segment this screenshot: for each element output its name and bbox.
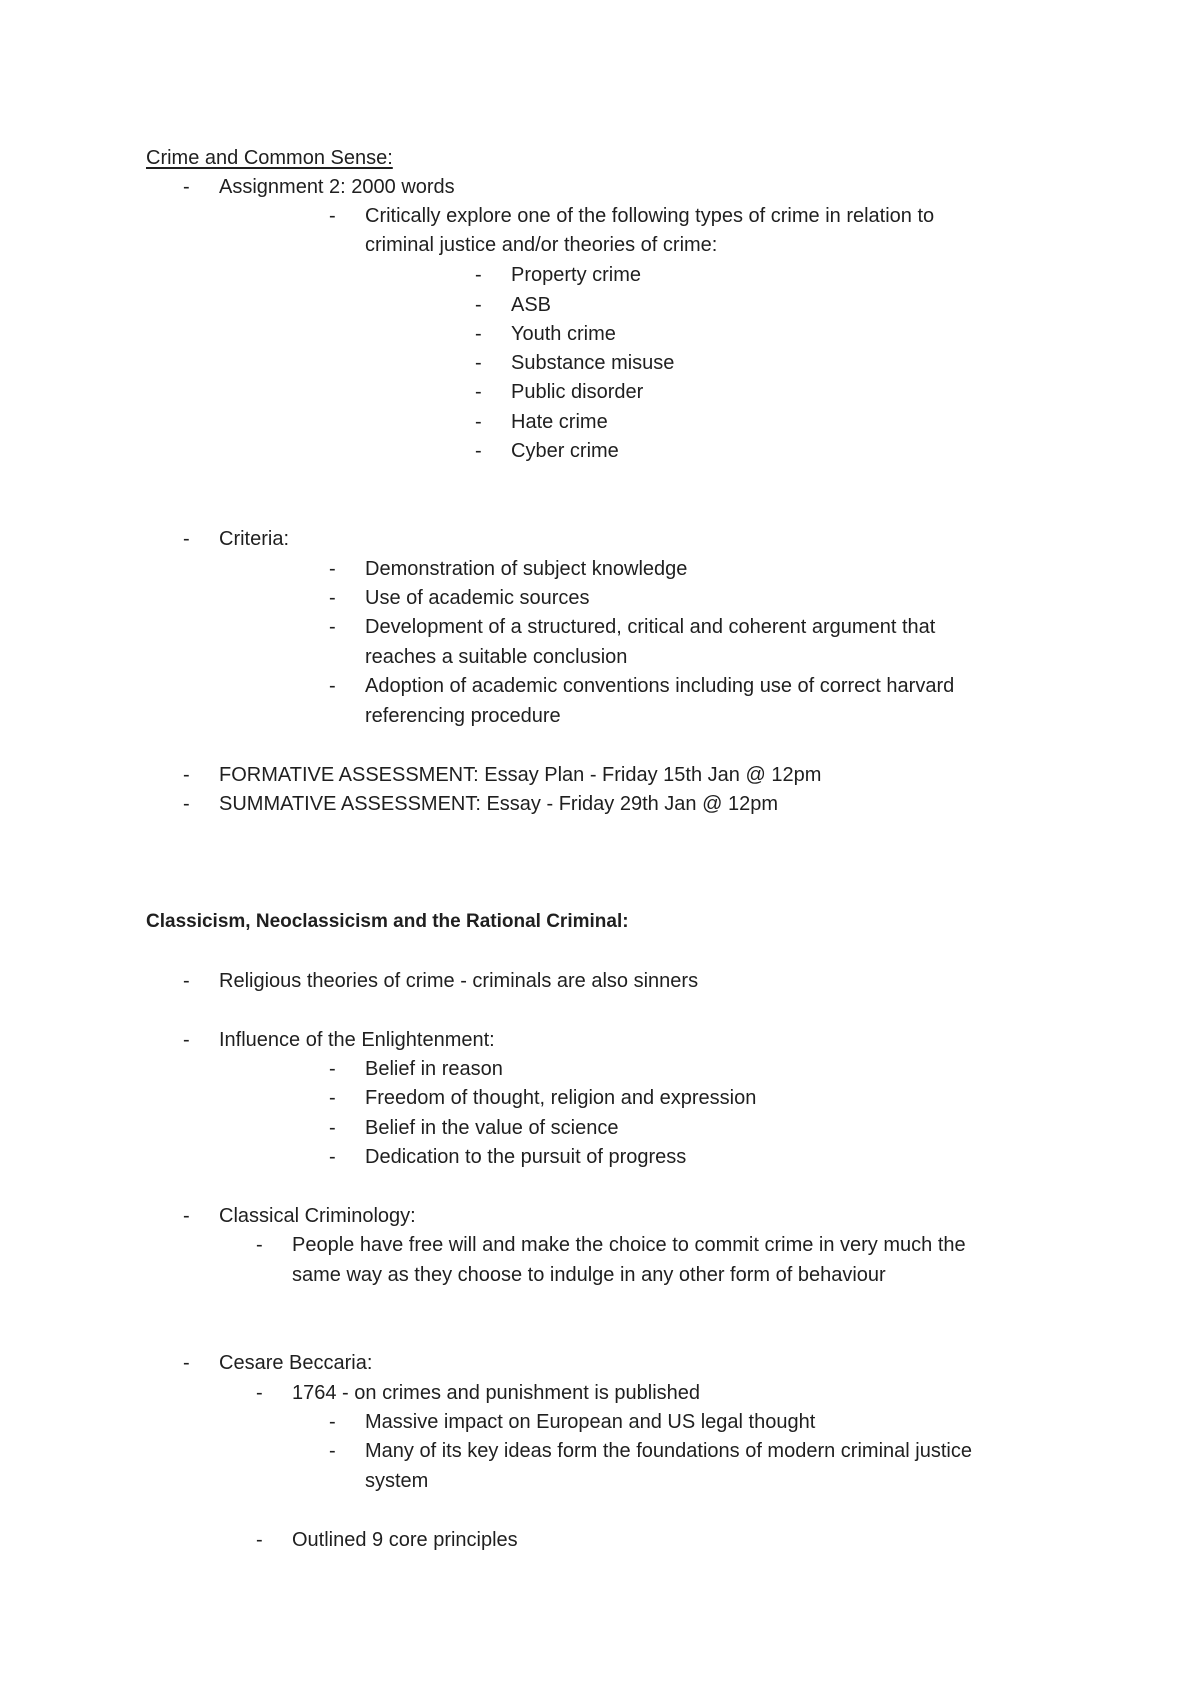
bullet-dash: - [475,323,482,345]
list-item-text: 1764 - on crimes and punishment is published [292,1382,701,1404]
list-item-text: Property crime [511,264,642,286]
bullet-dash: - [475,411,482,433]
list-item [0,761,1200,790]
list-item [0,1026,1200,1055]
list-item-text: People have free will and make the choice to commit crime in very much the [292,1234,966,1256]
list-item-text: Freedom of thought, religion and expression [365,1087,757,1109]
list-item-text: Outlined 9 core principles [292,1529,518,1551]
list-item [0,437,1200,466]
bullet-dash: - [329,1146,336,1168]
list-item [0,555,1200,584]
list-item-text: Demonstration of subject knowledge [365,558,688,580]
bullet-dash: - [183,528,190,550]
list-item [0,202,1200,231]
list-item-text: Substance misuse [511,352,675,374]
list-item-text: Cyber crime [511,440,619,462]
list-item-continuation [0,1467,1200,1496]
list-item-text: FORMATIVE ASSESSMENT: Essay Plan - Friday 15th Jan @ 12pm [219,764,822,786]
bullet-dash: - [183,793,190,815]
list-item-text: Critically explore one of the following types of crime in relation to [365,205,935,227]
bullet-dash: - [183,176,190,198]
bullet-dash: - [183,1352,190,1374]
list-item [0,525,1200,554]
list-item [0,378,1200,407]
bullet-dash: - [256,1234,263,1256]
bullet-dash: - [183,1029,190,1051]
list-item [0,672,1200,701]
list-item [0,1143,1200,1172]
list-item-text: Adoption of academic conventions including use of correct harvard [365,675,955,697]
list-item-continuation [0,231,1200,260]
list-item-text: Belief in reason [365,1058,503,1080]
list-item [0,408,1200,437]
list-item [0,1379,1200,1408]
section-heading: Classicism, Neoclassicism and the Rational Criminal: [146,911,629,932]
list-item [0,790,1200,819]
list-item [0,967,1200,996]
list-item-text: Cesare Beccaria: [219,1352,373,1374]
bullet-dash: - [329,1411,336,1433]
bullet-dash: - [183,764,190,786]
list-item [0,1408,1200,1437]
bullet-dash: - [329,616,336,638]
list-item-continuation [0,702,1200,731]
bullet-dash: - [475,294,482,316]
section-heading: Crime and Common Sense: [146,147,393,169]
bullet-dash: - [329,558,336,580]
list-item-text: Influence of the Enlightenment: [219,1029,495,1051]
list-item-text: Public disorder [511,381,644,403]
list-item [0,173,1200,202]
list-item [0,1084,1200,1113]
list-item [0,1114,1200,1143]
list-item-text: Dedication to the pursuit of progress [365,1146,687,1168]
list-item-text: Many of its key ideas form the foundations of modern criminal justice [365,1440,972,1462]
bullet-dash: - [329,1117,336,1139]
bullet-dash: - [256,1529,263,1551]
list-item-text: Development of a structured, critical and coherent argument that [365,616,936,638]
bullet-dash: - [256,1382,263,1404]
list-item [0,584,1200,613]
list-item-text: same way as they choose to indulge in any other form of behaviour [292,1264,886,1286]
list-item-continuation [0,643,1200,672]
list-item-text: SUMMATIVE ASSESSMENT: Essay - Friday 29th Jan @ 12pm [219,793,778,815]
list-item [0,1202,1200,1231]
bullet-dash: - [183,970,190,992]
list-item [0,1055,1200,1084]
list-item-text: Classical Criminology: [219,1205,416,1227]
list-item [0,1437,1200,1466]
bullet-dash: - [475,381,482,403]
bullet-dash: - [329,205,336,227]
list-item [0,1231,1200,1260]
list-item [0,320,1200,349]
bullet-dash: - [183,1205,190,1227]
bullet-dash: - [329,1440,336,1462]
list-item-text: Criteria: [219,528,290,550]
list-item [0,291,1200,320]
list-item [0,1349,1200,1378]
list-item [0,613,1200,642]
list-item-continuation [0,1261,1200,1290]
list-item-text: Hate crime [511,411,608,433]
list-item-text: system [365,1470,429,1492]
list-item-text: criminal justice and/or theories of crime: [365,234,718,256]
list-item-text: Massive impact on European and US legal thought [365,1411,816,1433]
bullet-dash: - [329,675,336,697]
list-item [0,261,1200,290]
list-item [0,1526,1200,1555]
bullet-dash: - [475,264,482,286]
list-item-text: Belief in the value of science [365,1117,619,1139]
list-item-text: Religious theories of crime - criminals are also sinners [219,970,699,992]
bullet-dash: - [475,440,482,462]
list-item-text: ASB [511,294,552,316]
list-item-text: Youth crime [511,323,616,345]
bullet-dash: - [329,1058,336,1080]
bullet-dash: - [475,352,482,374]
list-item-text: referencing procedure [365,705,561,727]
bullet-dash: - [329,1087,336,1109]
list-item-text: Assignment 2: 2000 words [219,176,455,198]
bullet-dash: - [329,587,336,609]
list-item-text: reaches a suitable conclusion [365,646,628,668]
list-item [0,349,1200,378]
list-item-text: Use of academic sources [365,587,590,609]
